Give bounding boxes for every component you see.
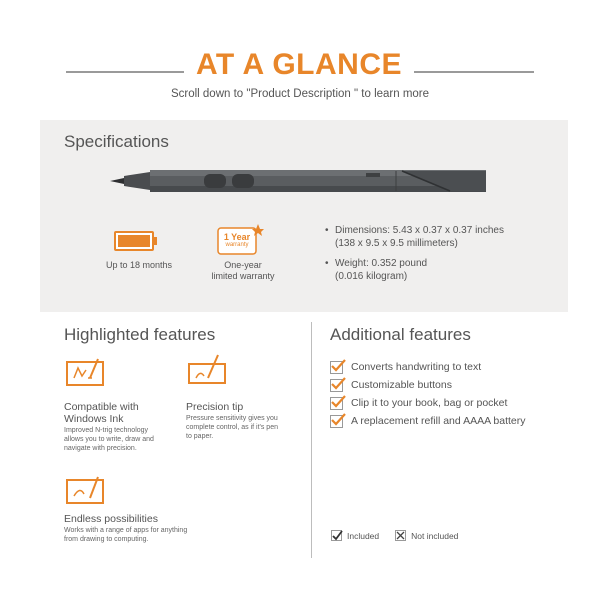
feature-windows-ink-title (64, 401, 139, 425)
page-title: AT A GLANCE (195, 48, 403, 81)
spec-dimensions-line2: (138 x 9.5 x 9.5 millimeters) (335, 238, 458, 249)
precision-tip-icon (188, 354, 226, 384)
spec-dimensions (325, 224, 555, 250)
title-rule-right (414, 71, 534, 73)
endless-possibilities-icon (66, 474, 104, 504)
warranty-badge-text: warranty (225, 242, 249, 248)
feature-precision-tip-desc-line3: to paper. (186, 433, 214, 440)
list-item (330, 412, 570, 430)
feature-windows-ink-desc (64, 426, 154, 453)
spec-weight-line1: • Weight: 0.352 pound (335, 258, 428, 269)
page-subtitle: Scroll down to "Product Description " to learn more (170, 88, 430, 100)
additional-features-title: Additional features (330, 325, 471, 344)
additional-features-list (330, 358, 570, 430)
feature-endless-possibilities-desc (64, 526, 187, 544)
feature-precision-tip-desc (186, 414, 278, 441)
feature-windows-ink-desc-line1: Improved N-trig technology (64, 427, 149, 434)
feature-endless-possibilities-title: Endless possibilities (64, 513, 158, 525)
included-legend-check-icon (331, 530, 342, 541)
battery-icon (114, 230, 158, 252)
spec-dimensions-line1: • Dimensions: 5.43 x 0.37 x 0.37 inches (335, 225, 504, 236)
specifications-title: Specifications (64, 132, 169, 151)
included-check-icon (330, 379, 343, 392)
feature-windows-ink-title-line2: Windows Ink (64, 413, 124, 425)
column-divider (311, 322, 312, 558)
list-item (330, 394, 570, 412)
specifications-panel (40, 120, 568, 312)
spec-list (325, 224, 555, 290)
windows-ink-icon (66, 356, 104, 386)
warranty-badge-icon (216, 222, 264, 258)
legend-included-label: Included (347, 530, 380, 541)
included-check-icon (330, 415, 343, 428)
feature-endless-possibilities-desc-line1: Works with a range of apps for anything (64, 527, 188, 534)
included-check-icon (330, 361, 343, 374)
additional-feature-label: Converts handwriting to text (351, 361, 482, 373)
header (0, 40, 600, 120)
warranty-label (194, 260, 292, 282)
additional-feature-label: A replacement refill and AAAA battery (351, 415, 526, 427)
feature-windows-ink-desc-line2: allows you to write, draw and (64, 436, 154, 443)
legend (331, 530, 458, 541)
list-item (330, 376, 570, 394)
spec-weight (325, 257, 555, 283)
additional-feature-label: Clip it to your book, bag or pocket (351, 397, 508, 409)
warranty-label-line2: limited warranty (211, 271, 275, 281)
legend-not-included-label: Not included (411, 530, 459, 541)
highlighted-features-title: Highlighted features (64, 325, 216, 344)
feature-precision-tip-desc-line1: Pressure sensitivity gives you (186, 415, 278, 422)
battery-life-label: Up to 18 months (105, 260, 173, 270)
additional-feature-label: Customizable buttons (351, 379, 452, 391)
title-rule-left (66, 71, 184, 73)
stylus-pen-image (110, 166, 490, 196)
list-item (330, 358, 570, 376)
feature-precision-tip-title: Precision tip (186, 401, 244, 413)
not-included-legend-x-icon (395, 530, 406, 541)
warranty-label-line1: One-year (224, 260, 262, 270)
spec-weight-line2: (0.016 kilogram) (335, 271, 408, 282)
warranty-badge-year: 1 Year (223, 232, 251, 242)
feature-endless-possibilities-desc-line2: from drawing to computing. (64, 536, 149, 543)
feature-precision-tip-desc-line2: complete control, as if it's pen (186, 424, 278, 431)
feature-windows-ink-title-line1: Compatible with (64, 401, 139, 413)
feature-windows-ink-desc-line3: navigate with precision. (64, 445, 137, 452)
included-check-icon (330, 397, 343, 410)
